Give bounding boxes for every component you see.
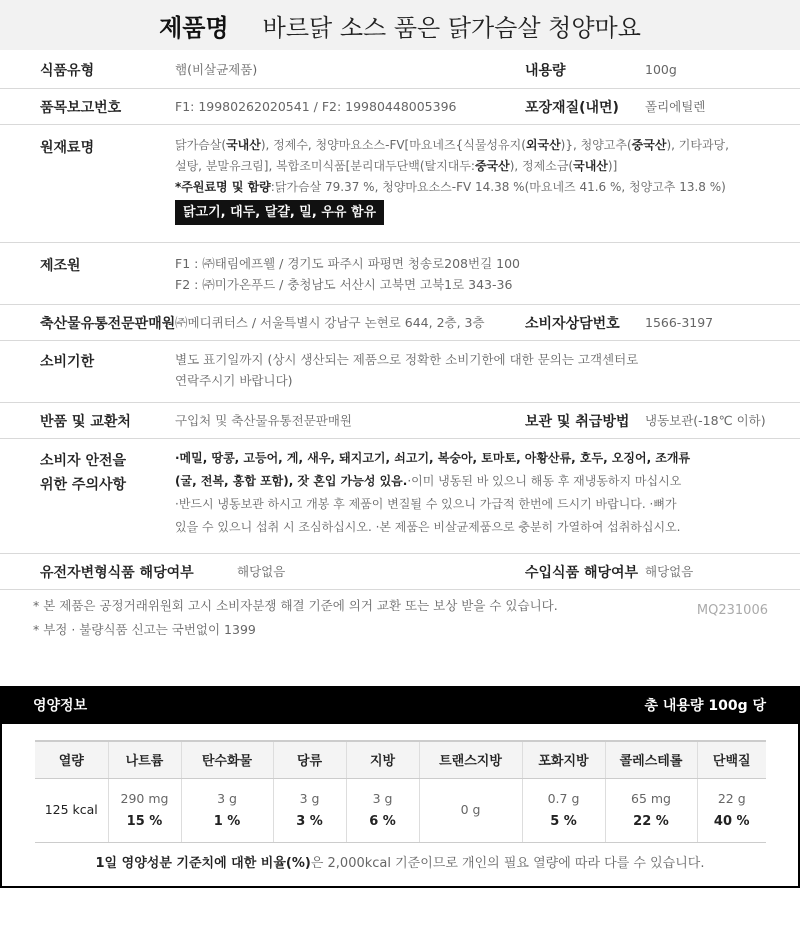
food-type-value: 햄(비살균제품) — [175, 62, 258, 77]
exchange-note: * 본 제품은 공정거래위원회 고시 소비자분쟁 해결 기준에 의거 교환 또는 보상 받을 수 있습니다. — [33, 598, 558, 613]
nutrition-header — [0, 686, 800, 724]
nutrient-header: 지방 — [346, 741, 419, 778]
nutrient-header: 트랜스지방 — [419, 741, 522, 778]
manufacturer-f2: F2 : ㈜미가온푸드 / 충청남도 서산시 고북면 고북1로 343-36 — [175, 277, 513, 292]
nutrient-cell — [108, 778, 181, 842]
expiry-label: 소비기한 — [40, 354, 95, 370]
expiry-line-1: 별도 표기일까지 (상시 생산되는 제품으로 정확한 소비기한에 대한 문의는 고객센터로 — [175, 352, 639, 367]
ingredients-label: 원재료명 — [40, 140, 95, 156]
ingredients-line-3: *주원료명 및 함량:닭가슴살 79.37 %, 청양마요소스-FV 14.38 %(마요네즈 41.6 %, 청양고추 13.8 %) — [175, 180, 726, 194]
info-row-seller — [0, 305, 800, 341]
info-row-food-type — [0, 50, 800, 89]
ingredients-line-1: 닭가슴살(국내산), 정제수, 청양마요소스-FV[마요네즈{식물성유지(외국산)}, 청양고추(중국산), 기타과당, — [175, 138, 729, 152]
returns-value: 구입처 및 축산물유통전문판매원 — [175, 413, 352, 428]
nutrient-cell — [419, 778, 522, 842]
info-row-ingredients — [0, 125, 800, 243]
nutrient-cell — [346, 778, 419, 842]
nutrient-amount: 125 kcal — [44, 802, 98, 817]
nutrient-percent: 40 % — [713, 813, 750, 829]
nutrient-amount: 3 g — [217, 790, 237, 806]
capacity-label: 내용량 — [525, 63, 566, 79]
nutrient-percent: 22 % — [633, 813, 669, 829]
nutrient-cell — [605, 778, 697, 842]
nutrient-cell — [697, 778, 766, 842]
nutrient-percent: 6 % — [369, 813, 396, 829]
returns-label: 반품 및 교환처 — [40, 414, 131, 430]
imported-label: 수입식품 해당여부 — [525, 565, 639, 581]
product-name-label: 제품명 — [159, 13, 229, 42]
seller-label: 축산물유통전문판매원 — [40, 316, 176, 332]
nutrient-cell — [522, 778, 605, 842]
nutrient-header: 탄수화물 — [181, 741, 273, 778]
info-row-report — [0, 89, 800, 125]
safety-line-3: ·반드시 냉동보관 하시고 개봉 후 제품이 변질될 수 있으니 가급적 한번에 드시기 바랍니다. ·뼈가 — [175, 497, 677, 511]
nutrient-amount: 22 g — [717, 790, 746, 806]
nutrient-amount: 0.7 g — [547, 790, 580, 806]
ingredients-line-2: 설탕, 분말유크림], 복합조미식품[분리대두단백(탈지대두:중국산), 정제소금(국내산)] — [175, 159, 618, 173]
consult-phone: 1566-3197 — [645, 315, 714, 330]
product-name: 바르닭 소스 품은 닭가슴살 청양마요 — [262, 13, 641, 42]
nutrient-amount: 3 g — [372, 790, 393, 806]
info-row-gmo — [0, 554, 800, 590]
seller-value: ㈜메디퀴터스 / 서울특별시 강남구 논현로 644, 2층, 3층 — [175, 315, 485, 330]
packaging-value: 폴리에틸렌 — [645, 99, 706, 114]
nutrient-amount: 290 mg — [120, 790, 169, 806]
nutrient-header: 단백질 — [697, 741, 766, 778]
nutrition-box — [0, 724, 800, 888]
nutrition-table — [35, 740, 766, 843]
notes-section — [0, 590, 800, 686]
report-no-value: F1: 19980262020541 / F2: 19980448005396 — [175, 99, 457, 114]
report-note: * 부정 · 불량식품 신고는 국번없이 1399 — [33, 622, 256, 637]
expiry-line-2: 연락주시기 바랍니다) — [175, 373, 293, 388]
gmo-value: 해당없음 — [237, 564, 286, 579]
nutrient-amount: 3 g — [299, 790, 320, 806]
nutrient-amount: 65 mg — [631, 790, 671, 806]
nutrition-value-row — [35, 778, 766, 842]
report-no-label: 품목보고번호 — [40, 100, 122, 116]
capacity-value: 100g — [645, 62, 677, 77]
manufacturer-f1: F1 : ㈜태림에프웰 / 경기도 파주시 파평면 청송로208번길 100 — [175, 256, 520, 271]
safety-value: ·메밀, 땅콩, 고등어, 게, 새우, 돼지고기, 쇠고기, 복숭아, 토마토, 아황산류, 호두, 오징어, 조개류 (굴, 전복, 홍합 포함), 잣 혼입 가능성 있음.·이미 냉동된 바 있으니 해동 후 재냉동하지 마십시오 ·반드시 냉동보관 하시고 개봉 후 제품이 변질될 수 있으니 가급적 한번에 드시기 바랍니다. ·뼈가 있을 수 있으니 섭취 시 조심하십시오. ·본 제품은 비살균제품으로 충분히 가열하여 섭취하십시오. — [175, 447, 785, 539]
nutrient-cell — [35, 778, 108, 842]
nutrient-header: 열량 — [35, 741, 108, 778]
expiry-value — [175, 349, 638, 391]
manufacturer-label: 제조원 — [40, 258, 81, 274]
serving-size: 총 내용량 100g 당 — [644, 698, 766, 714]
nutrient-cell — [181, 778, 273, 842]
allergy-badge: 닭고기, 대두, 달걀, 밀, 우유 함유 — [175, 200, 384, 225]
nutrient-percent: 3 % — [296, 813, 323, 829]
ingredients-value — [175, 135, 775, 225]
gmo-label: 유전자변형식품 해당여부 — [40, 565, 194, 581]
nutrient-percent: 1 % — [213, 813, 241, 829]
product-code: MQ231006 — [696, 603, 768, 618]
allergen-warning: ·메밀, 땅콩, 고등어, 게, 새우, 돼지고기, 쇠고기, 복숭아, 토마토, 아황산류, 호두, 오징어, 조개류 — [175, 451, 691, 465]
nutrition-title: 영양정보 — [33, 698, 88, 714]
nutrient-header: 콜레스테롤 — [605, 741, 697, 778]
storage-value: 냉동보관(-18℃ 이하) — [645, 413, 766, 428]
packaging-label: 포장재질(내면) — [525, 100, 619, 116]
nutrition-header-row — [35, 741, 766, 778]
nutrient-header: 나트륨 — [108, 741, 181, 778]
info-row-safety — [0, 439, 800, 554]
nutrient-percent: 15 % — [126, 813, 163, 829]
storage-label: 보관 및 취급방법 — [525, 414, 630, 430]
info-row-returns — [0, 403, 800, 439]
nutrient-amount: 0 g — [460, 802, 481, 817]
info-row-manufacturer — [0, 243, 800, 305]
nutrient-header: 당류 — [273, 741, 346, 778]
imported-value: 해당없음 — [645, 564, 694, 579]
safety-line-4: 있을 수 있으니 섭취 시 조심하십시오. ·본 제품은 비살균제품으로 충분히 가열하여 섭취하십시오. — [175, 520, 681, 534]
manufacturer-value — [175, 253, 520, 295]
info-row-expiry — [0, 341, 800, 403]
daily-value-note: 1일 영양성분 기준치에 대한 비율(%)은 2,000kcal 기준이므로 개인의 필요 열량에 따라 다를 수 있습니다. — [95, 856, 705, 871]
nutrient-header: 포화지방 — [522, 741, 605, 778]
food-type-label: 식품유형 — [40, 63, 95, 79]
nutrient-cell — [273, 778, 346, 842]
consult-label: 소비자상담번호 — [525, 316, 620, 332]
safety-label: 소비자 안전을 위한 주의사항 — [40, 453, 127, 493]
product-title-bar — [0, 0, 800, 50]
nutrient-percent: 5 % — [550, 813, 577, 829]
